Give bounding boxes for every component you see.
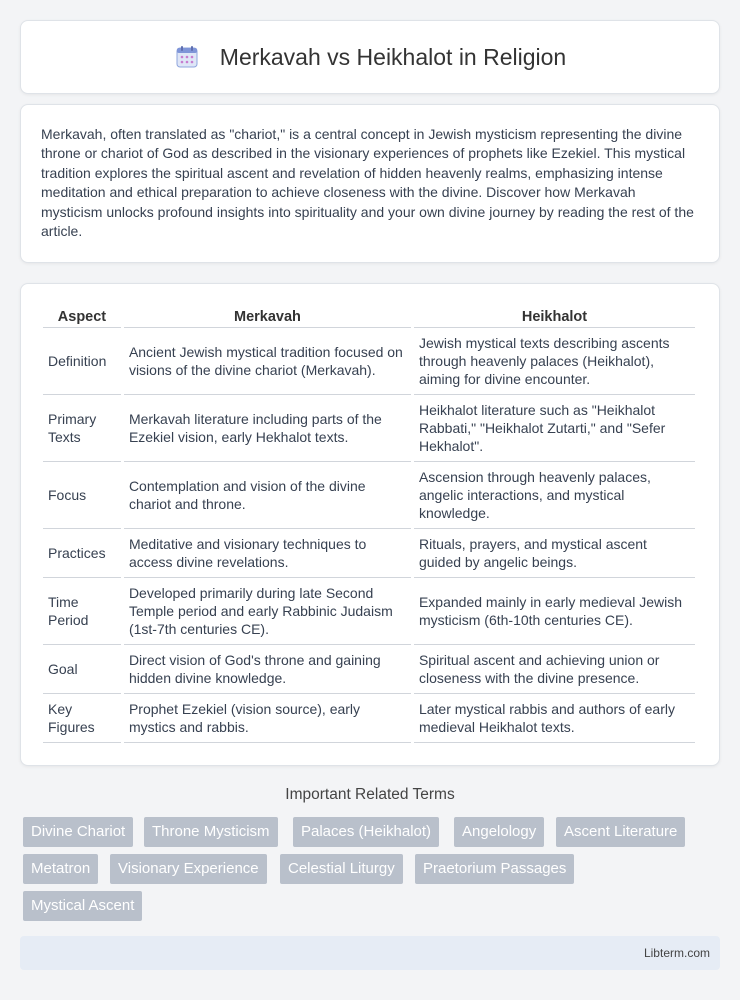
- table-row: [43, 694, 695, 743]
- row-aspect: Primary Texts: [43, 395, 121, 462]
- tag-divine-chariot[interactable]: Divine Chariot: [23, 817, 133, 847]
- header-merkavah: Merkavah: [124, 304, 411, 328]
- tag-celestial-liturgy[interactable]: Celestial Liturgy: [280, 854, 403, 884]
- related-terms-title: Important Related Terms: [285, 786, 455, 803]
- intro-text: Merkavah, often translated as "chariot," is a central concept in Jewish mysticism representing the divine throne or chariot of God as described in the visionary experiences of prophets like Ezekiel. This mystical tradition explores the spiritual ascent and revelation of hidden heavenly realms, emphasizing intense meditation and ethical preparation to achieve closeness with the divine. Discover how Merkavah mysticism unlocks profound insights into spirituality and your own divine journey by reading the rest of the article.: [41, 126, 694, 240]
- row-merkavah: Prophet Ezekiel (vision source), early mystics and rabbis.: [124, 694, 411, 743]
- footer: [20, 936, 720, 970]
- header-card: [20, 20, 720, 94]
- row-merkavah: Contemplation and vision of the divine chariot and throne.: [124, 462, 411, 529]
- row-merkavah: Ancient Jewish mystical tradition focused on visions of the divine chariot (Merkavah).: [124, 328, 411, 395]
- row-aspect: Key Figures: [43, 694, 121, 743]
- table-row: [43, 645, 695, 694]
- row-merkavah: Meditative and visionary techniques to access divine revelations.: [124, 529, 411, 578]
- row-aspect: Definition: [43, 328, 121, 395]
- tag-palaces-heikhalot[interactable]: Palaces (Heikhalot): [293, 817, 439, 847]
- tag-ascent-literature[interactable]: Ascent Literature: [556, 817, 685, 847]
- row-merkavah: Direct vision of God's throne and gaining hidden divine knowledge.: [124, 645, 411, 694]
- table-row: [43, 529, 695, 578]
- row-merkavah: Merkavah literature including parts of the Ezekiel vision, early Hekhalot texts.: [124, 395, 411, 462]
- header-heikhalot: Heikhalot: [414, 304, 695, 328]
- row-merkavah: Developed primarily during late Second Temple period and early Rabbinic Judaism (1st-7th centuries CE).: [124, 578, 411, 645]
- row-heikhalot: Later mystical rabbis and authors of early medieval Heikhalot texts.: [414, 694, 695, 743]
- footer-site-link[interactable]: Libterm.com: [643, 946, 710, 960]
- row-aspect: Focus: [43, 462, 121, 529]
- tag-metatron[interactable]: Metatron: [23, 854, 98, 884]
- row-aspect: Time Period: [43, 578, 121, 645]
- tag-mystical-ascent[interactable]: Mystical Ascent: [23, 891, 142, 921]
- row-aspect: Practices: [43, 529, 121, 578]
- title-wrap: [174, 44, 566, 71]
- header-aspect: Aspect: [43, 304, 121, 328]
- page-title: Merkavah vs Heikhalot in Religion: [219, 43, 567, 70]
- intro-card: [20, 104, 720, 263]
- row-heikhalot: Expanded mainly in early medieval Jewish mysticism (6th-10th centuries CE).: [414, 578, 695, 645]
- row-aspect: Goal: [43, 645, 121, 694]
- table-row: [43, 395, 695, 462]
- table-row: [43, 578, 695, 645]
- table-header-row: [43, 304, 695, 328]
- table-row: [43, 462, 695, 529]
- tag-visionary-experience[interactable]: Visionary Experience: [110, 854, 267, 884]
- comparison-table: [40, 304, 698, 743]
- row-heikhalot: Rituals, prayers, and mystical ascent guided by angelic beings.: [414, 529, 695, 578]
- comparison-table-card: [20, 283, 720, 766]
- tag-throne-mysticism[interactable]: Throne Mysticism: [144, 817, 278, 847]
- tag-angelology[interactable]: Angelology: [454, 817, 544, 847]
- row-heikhalot: Heikhalot literature such as "Heikhalot Rabbati," "Heikhalot Zutarti," and "Sefer Hekhalot".: [414, 395, 695, 462]
- table-row: [43, 328, 695, 395]
- tag-praetorium-passages[interactable]: Praetorium Passages: [415, 854, 574, 884]
- row-heikhalot: Jewish mystical texts describing ascents through heavenly palaces (Heikhalot), aiming for divine encounter.: [414, 328, 695, 395]
- calendar-icon: [174, 44, 200, 70]
- row-heikhalot: Spiritual ascent and achieving union or closeness with the divine presence.: [414, 645, 695, 694]
- row-heikhalot: Ascension through heavenly palaces, angelic interactions, and mystical knowledge.: [414, 462, 695, 529]
